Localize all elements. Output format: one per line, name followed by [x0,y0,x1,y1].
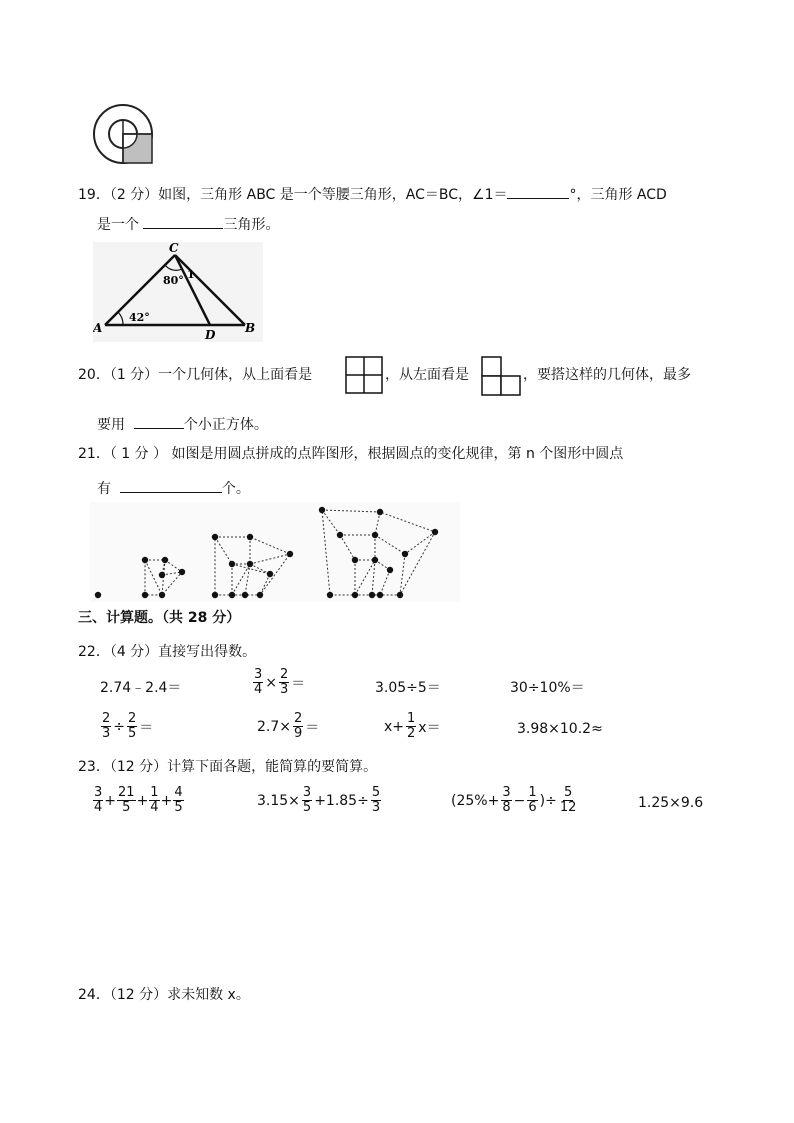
q20-text-2: ，从左面看是 [385,367,469,383]
frac [93,786,103,815]
den: 5 [302,800,312,815]
label-d: D [205,328,216,342]
top-view-figure [345,356,383,394]
frac [406,712,416,741]
q22-r2c4 [517,721,603,737]
q19-type-blank[interactable] [143,214,223,229]
q20-line1-b [385,365,469,385]
den: 4 [94,800,103,815]
plus: + [136,792,149,809]
q20-line1 [78,365,312,385]
den: 6 [528,800,537,815]
q19-line1 [78,184,667,205]
den: 3 [280,682,289,697]
q20-text-3: ，要搭这样的几何体，最多 [523,367,691,383]
q21-answer-blank[interactable] [120,478,222,493]
num: 21 [118,785,135,800]
frac [253,668,263,697]
den: 12 [559,800,577,815]
q23-expr4-text: 1.25×9.6 [638,795,704,811]
den: 4 [254,682,263,697]
label-c: C [169,242,179,255]
den: 5 [122,800,131,815]
frac [279,668,289,697]
den: 3 [102,726,111,741]
num: 1 [407,711,416,726]
q22-r2c2 [256,712,320,741]
pre: 3.15× [257,792,300,809]
q20-line2 [97,414,268,435]
q23-expr2 [256,786,382,815]
frac [527,786,537,815]
post: x＝ [418,719,441,736]
pre: (25%+ [451,792,500,809]
q22-r2c4-text: 3.98×10.2≈ [517,721,603,737]
eq: ＝ [291,675,306,692]
q24-title: 24．（12 分）求未知数 x。 [78,987,250,1003]
label-b: B [245,321,256,335]
q22-r2c3 [383,712,442,741]
q19-text-3: 是一个 [97,217,139,233]
q22-r1c3 [375,677,441,697]
q21-line1 [78,444,623,464]
pre: 2.7× [257,718,291,735]
frac [293,712,303,741]
num: 2 [280,667,289,682]
triangle-figure [93,242,263,342]
angle-1-label: 1 [187,268,195,281]
q22-r1c4 [510,677,585,697]
num: 5 [371,785,381,800]
q22-r1c1-text: 2.74﹣2.4＝ [100,680,182,696]
q22-r1c1 [100,677,181,697]
den: 5 [128,726,137,741]
label-a: A [93,321,103,335]
num: 3 [302,785,312,800]
num: 1 [150,785,159,800]
q21-text-3: 个。 [221,481,250,497]
dot-pattern-figure [90,502,460,602]
q23-expr3 [450,786,578,815]
den: 5 [174,800,183,815]
op: × [265,674,278,691]
frac [302,786,312,815]
den: 8 [502,800,511,815]
eq: ＝ [305,719,320,736]
angle-c-label: 80° [163,274,184,287]
frac [559,786,578,815]
num: 2 [294,711,303,726]
num: 4 [174,785,183,800]
left-view-figure [481,356,521,396]
q19-text-2: °，三角形 ACD [569,187,667,203]
plus: + [104,792,117,809]
q20-text-4: 要用 [97,417,125,433]
frac [101,712,111,741]
q23-expr1 [92,786,185,815]
q19-line2 [97,214,279,235]
q19-angle-blank[interactable] [507,184,569,199]
q20-answer-blank[interactable] [134,414,184,429]
den: 9 [294,726,303,741]
q22-r2c1 [100,712,154,741]
num: 2 [128,711,137,726]
frac [501,786,511,815]
q22-r1c2 [252,668,306,697]
q21-line2 [97,478,250,499]
den: 4 [150,800,159,815]
q19-text: 19．（2 分）如图，三角形 ABC 是一个等腰三角形，AC＝BC，∠1＝ [78,187,508,203]
num: 3 [502,785,511,800]
q20-text: 20．（1 分）一个几何体，从上面看是 [78,367,313,383]
q19-text-4: 三角形。 [223,217,280,233]
mid: )÷ [539,792,557,809]
minus: − [513,792,526,809]
num: 1 [528,785,537,800]
num: 5 [563,785,573,800]
den: 2 [407,726,416,741]
frac [371,786,381,815]
den: 3 [371,800,381,815]
eq: ＝ [139,719,154,736]
q20-text-5: 个小正方体。 [183,417,268,433]
q22-title: 22．（4 分）直接写出得数。 [78,644,257,660]
frac [117,786,136,815]
angle-a-label: 42° [129,311,150,324]
q22-r1c4-text: 30÷10%＝ [510,680,585,696]
op: ÷ [113,718,126,735]
circle-square-figure [90,102,162,170]
plus: + [160,792,173,809]
num: 2 [102,711,111,726]
num: 3 [254,667,263,682]
q21-text-2: 有 [97,481,111,497]
frac [127,712,137,741]
q21-text: 21．（ 1 分 ） 如图是用圆点拼成的点阵图形，根据圆点的变化规律，第 n 个图形中圆点 [78,446,624,462]
num: 3 [94,785,103,800]
frac [149,786,159,815]
mid: +1.85÷ [314,792,369,809]
q20-line1-c [523,365,691,385]
frac [173,786,183,815]
q23-title: 23．（12 分）计算下面各题，能简算的要简算。 [78,759,378,775]
section-3-heading: 三、计算题。（共 28 分） [78,610,241,626]
q23-expr4 [638,795,703,811]
q22-r1c3-text: 3.05÷5＝ [375,680,441,696]
pre: x+ [384,718,405,735]
